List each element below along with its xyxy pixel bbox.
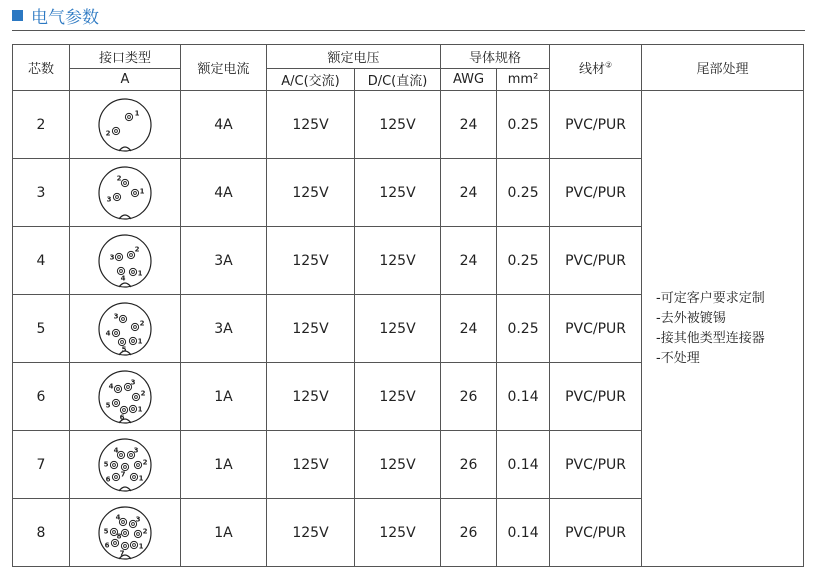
pin-inner-ring bbox=[124, 181, 127, 184]
cell-voltage-dc: 125V bbox=[355, 159, 441, 227]
connector-7-pin-icon bbox=[95, 435, 155, 495]
cell-rated-current: 1A bbox=[181, 363, 267, 431]
pin-outer-ring bbox=[134, 461, 141, 468]
header-divider bbox=[12, 30, 805, 31]
pin-outer-ring bbox=[112, 399, 119, 406]
pin-outer-ring bbox=[117, 451, 124, 458]
pin-number-label: 2 bbox=[134, 245, 140, 253]
cell-awg: 24 bbox=[441, 159, 497, 227]
cell-mm2: 0.14 bbox=[497, 363, 550, 431]
pin-outer-ring bbox=[134, 530, 141, 537]
cell-tail-options bbox=[642, 91, 804, 567]
pin-outer-ring bbox=[132, 393, 139, 400]
cell-rated-current: 1A bbox=[181, 431, 267, 499]
connector-pin bbox=[130, 541, 143, 550]
tail-option: -接其他类型连接器 bbox=[656, 330, 765, 346]
pin-number-label: 6 bbox=[105, 475, 111, 483]
cell-wire-material: PVC/PUR bbox=[550, 295, 642, 363]
pin-inner-ring bbox=[130, 453, 133, 456]
pin-number-label: 6 bbox=[119, 413, 125, 421]
col-rated-current: 额定电流 bbox=[181, 45, 267, 91]
pin-outer-ring bbox=[112, 329, 119, 336]
connector-pin bbox=[114, 446, 125, 458]
connector-pin bbox=[129, 337, 142, 345]
cell-rated-current: 4A bbox=[181, 91, 267, 159]
pin-number-label: 4 bbox=[113, 446, 119, 454]
pin-outer-ring bbox=[129, 405, 136, 412]
cell-rated-current: 4A bbox=[181, 159, 267, 227]
pin-number-label: 3 bbox=[113, 312, 119, 320]
wire-material-label: 线材 bbox=[578, 62, 605, 77]
connector-pin bbox=[117, 267, 125, 282]
cell-voltage-ac: 125V bbox=[267, 295, 355, 363]
connector-pin bbox=[129, 515, 140, 527]
pin-outer-ring bbox=[130, 541, 137, 548]
pin-outer-ring bbox=[127, 251, 134, 258]
pin-number-label: 2 bbox=[140, 389, 146, 397]
wire-note-mark: ② bbox=[604, 60, 613, 70]
cell-awg: 26 bbox=[441, 431, 497, 499]
pin-inner-ring bbox=[115, 475, 118, 478]
connector-5-pin-icon bbox=[95, 299, 155, 359]
col-conductor: 导体规格 bbox=[441, 45, 550, 69]
pin-inner-ring bbox=[133, 475, 136, 478]
pin-inner-ring bbox=[132, 522, 135, 525]
connector-2-pin-icon bbox=[95, 95, 155, 155]
connector-pin bbox=[107, 193, 121, 203]
pin-number-label: 2 bbox=[142, 458, 148, 466]
connector-pin bbox=[110, 253, 123, 261]
pin-inner-ring bbox=[132, 270, 135, 273]
pin-number-label: 7 bbox=[120, 470, 126, 478]
cell-cores: 2 bbox=[13, 91, 70, 159]
pin-inner-ring bbox=[134, 325, 137, 328]
cell-voltage-ac: 125V bbox=[267, 363, 355, 431]
pin-number-label: 3 bbox=[106, 195, 112, 203]
pin-number-label: 1 bbox=[137, 405, 143, 413]
col-mm2: mm² bbox=[497, 69, 550, 91]
pin-number-label: 5 bbox=[103, 460, 109, 468]
cell-wire-material: PVC/PUR bbox=[550, 431, 642, 499]
cell-cores: 7 bbox=[13, 431, 70, 499]
cell-connector-diagram bbox=[70, 159, 181, 227]
cell-voltage-dc: 125V bbox=[355, 91, 441, 159]
pin-inner-ring bbox=[124, 544, 127, 547]
cell-cores: 6 bbox=[13, 363, 70, 431]
electrical-spec-table bbox=[12, 44, 804, 567]
pin-inner-ring bbox=[137, 463, 140, 466]
col-rated-voltage: 额定电压 bbox=[267, 45, 441, 69]
pin-outer-ring bbox=[110, 461, 117, 468]
connector-pin bbox=[104, 527, 118, 535]
col-connector-sub: A bbox=[70, 69, 181, 91]
connector-pin bbox=[116, 513, 127, 525]
pin-inner-ring bbox=[116, 195, 119, 198]
cell-voltage-ac: 125V bbox=[267, 159, 355, 227]
connector-face bbox=[99, 99, 151, 151]
pin-inner-ring bbox=[121, 340, 124, 343]
connector-8-pin-icon bbox=[95, 503, 155, 563]
connector-pin bbox=[117, 174, 129, 186]
pin-number-label: 5 bbox=[103, 527, 109, 535]
cell-mm2: 0.14 bbox=[497, 431, 550, 499]
connector-pin bbox=[117, 529, 129, 540]
cell-awg: 24 bbox=[441, 227, 497, 295]
pin-inner-ring bbox=[132, 407, 135, 410]
pin-number-label: 5 bbox=[121, 345, 127, 353]
connector-pin bbox=[134, 458, 147, 468]
pin-inner-ring bbox=[115, 129, 118, 132]
pin-inner-ring bbox=[124, 465, 127, 468]
tail-option: -去外被镀锡 bbox=[656, 310, 726, 326]
cell-cores: 5 bbox=[13, 295, 70, 363]
connector-pin bbox=[106, 473, 120, 483]
cell-voltage-dc: 125V bbox=[355, 431, 441, 499]
cell-connector-diagram bbox=[70, 295, 181, 363]
connector-pin bbox=[106, 399, 120, 409]
pin-number-label: 1 bbox=[138, 542, 144, 550]
pin-outer-ring bbox=[130, 473, 137, 480]
tail-option: -可定客户要求定制 bbox=[656, 290, 765, 306]
col-wire-material bbox=[550, 45, 642, 91]
pin-inner-ring bbox=[132, 339, 135, 342]
cell-voltage-dc: 125V bbox=[355, 499, 441, 567]
pin-outer-ring bbox=[121, 179, 128, 186]
pin-number-label: 4 bbox=[115, 513, 121, 521]
pin-number-label: 2 bbox=[139, 319, 145, 327]
section-title: 电气参数 bbox=[31, 7, 99, 28]
col-awg: AWG bbox=[441, 69, 497, 91]
connector-pin bbox=[104, 460, 118, 468]
pin-inner-ring bbox=[113, 530, 116, 533]
connector-6-pin-icon bbox=[95, 367, 155, 427]
cell-awg: 24 bbox=[441, 295, 497, 363]
connector-pin bbox=[125, 109, 139, 120]
cell-voltage-dc: 125V bbox=[355, 227, 441, 295]
cell-voltage-ac: 125V bbox=[267, 227, 355, 295]
connector-pin bbox=[134, 527, 147, 537]
pin-outer-ring bbox=[125, 113, 132, 120]
pin-number-label: 7 bbox=[119, 549, 125, 557]
col-cores: 芯数 bbox=[13, 45, 70, 91]
connector-pin bbox=[105, 539, 119, 549]
cell-rated-current: 3A bbox=[181, 227, 267, 295]
cell-mm2: 0.25 bbox=[497, 295, 550, 363]
pin-number-label: 2 bbox=[116, 174, 122, 182]
connector-pin bbox=[106, 329, 120, 337]
cell-rated-current: 3A bbox=[181, 295, 267, 363]
cell-mm2: 0.25 bbox=[497, 159, 550, 227]
pin-number-label: 3 bbox=[130, 378, 136, 386]
cell-cores: 4 bbox=[13, 227, 70, 295]
pin-outer-ring bbox=[114, 385, 121, 392]
pin-number-label: 1 bbox=[139, 187, 145, 195]
pin-number-label: 3 bbox=[109, 253, 115, 261]
cell-voltage-dc: 125V bbox=[355, 363, 441, 431]
section-header bbox=[12, 4, 99, 26]
pin-number-label: 4 bbox=[105, 329, 111, 337]
col-tail-processing: 尾部处理 bbox=[642, 45, 804, 91]
pin-inner-ring bbox=[124, 531, 127, 534]
cell-cores: 3 bbox=[13, 159, 70, 227]
pin-number-label: 1 bbox=[138, 474, 144, 482]
pin-outer-ring bbox=[121, 529, 128, 536]
pin-number-label: 3 bbox=[135, 515, 141, 523]
pin-number-label: 4 bbox=[120, 274, 126, 282]
connector-pin bbox=[127, 446, 138, 458]
connector-pin bbox=[121, 463, 129, 478]
connector-pin bbox=[124, 378, 135, 390]
pin-number-label: 5 bbox=[105, 401, 111, 409]
pin-number-label: 1 bbox=[137, 269, 143, 277]
cell-wire-material: PVC/PUR bbox=[550, 363, 642, 431]
cell-mm2: 0.14 bbox=[497, 499, 550, 567]
pin-inner-ring bbox=[122, 520, 125, 523]
pin-outer-ring bbox=[131, 323, 138, 330]
pin-inner-ring bbox=[120, 453, 123, 456]
tail-option: -不处理 bbox=[656, 350, 700, 366]
connector-pin bbox=[109, 382, 122, 392]
cell-connector-diagram bbox=[70, 431, 181, 499]
cell-mm2: 0.25 bbox=[497, 91, 550, 159]
pin-number-label: 8 bbox=[116, 532, 122, 540]
pin-outer-ring bbox=[112, 473, 119, 480]
cell-awg: 24 bbox=[441, 91, 497, 159]
connector-pin bbox=[131, 319, 144, 330]
connector-pin bbox=[127, 245, 139, 258]
pin-outer-ring bbox=[113, 193, 120, 200]
pin-inner-ring bbox=[128, 115, 131, 118]
col-voltage-ac: A/C(交流) bbox=[267, 69, 355, 91]
pin-number-label: 3 bbox=[133, 446, 139, 454]
pin-number-label: 4 bbox=[108, 382, 114, 390]
cell-voltage-ac: 125V bbox=[267, 499, 355, 567]
pin-inner-ring bbox=[122, 317, 125, 320]
cell-voltage-ac: 125V bbox=[267, 91, 355, 159]
connector-pin bbox=[114, 312, 127, 322]
connector-4-pin-icon bbox=[95, 231, 155, 291]
pin-number-label: 1 bbox=[134, 109, 140, 117]
cell-voltage-ac: 125V bbox=[267, 431, 355, 499]
cell-rated-current: 1A bbox=[181, 499, 267, 567]
cell-wire-material: PVC/PUR bbox=[550, 227, 642, 295]
pin-inner-ring bbox=[135, 395, 138, 398]
connector-pin bbox=[118, 338, 126, 353]
connector-pin bbox=[129, 405, 142, 413]
pin-number-label: 1 bbox=[137, 337, 143, 345]
pin-inner-ring bbox=[115, 401, 118, 404]
col-connector-type: 接口类型 bbox=[70, 45, 181, 69]
connector-pin bbox=[130, 473, 143, 482]
pin-inner-ring bbox=[133, 543, 136, 546]
pin-number-label: 6 bbox=[104, 541, 110, 549]
pin-outer-ring bbox=[131, 189, 138, 196]
pin-outer-ring bbox=[119, 315, 126, 322]
connector-3-pin-icon bbox=[95, 163, 155, 223]
cell-awg: 26 bbox=[441, 363, 497, 431]
connector-pin bbox=[132, 389, 145, 400]
cell-connector-diagram bbox=[70, 363, 181, 431]
pin-inner-ring bbox=[113, 463, 116, 466]
cell-cores: 8 bbox=[13, 499, 70, 567]
cell-voltage-dc: 125V bbox=[355, 295, 441, 363]
connector-pin bbox=[106, 127, 120, 137]
pin-inner-ring bbox=[123, 408, 126, 411]
pin-inner-ring bbox=[134, 191, 137, 194]
cell-connector-diagram bbox=[70, 499, 181, 567]
pin-number-label: 2 bbox=[142, 527, 148, 535]
cell-awg: 26 bbox=[441, 499, 497, 567]
pin-inner-ring bbox=[117, 387, 120, 390]
spec-row bbox=[13, 91, 804, 159]
cell-connector-diagram bbox=[70, 91, 181, 159]
pin-outer-ring bbox=[129, 268, 136, 275]
connector-pin bbox=[129, 268, 142, 277]
pin-inner-ring bbox=[114, 541, 117, 544]
pin-outer-ring bbox=[129, 337, 136, 344]
cell-wire-material: PVC/PUR bbox=[550, 159, 642, 227]
section-marker-icon bbox=[12, 10, 23, 21]
pin-inner-ring bbox=[118, 255, 121, 258]
pin-inner-ring bbox=[137, 532, 140, 535]
pin-inner-ring bbox=[127, 385, 130, 388]
pin-outer-ring bbox=[112, 127, 119, 134]
pin-outer-ring bbox=[115, 253, 122, 260]
pin-inner-ring bbox=[115, 331, 118, 334]
cell-connector-diagram bbox=[70, 227, 181, 295]
cell-wire-material: PVC/PUR bbox=[550, 499, 642, 567]
pin-inner-ring bbox=[130, 253, 133, 256]
col-voltage-dc: D/C(直流) bbox=[355, 69, 441, 91]
cell-wire-material: PVC/PUR bbox=[550, 91, 642, 159]
header-row bbox=[13, 45, 804, 69]
pin-number-label: 2 bbox=[105, 129, 111, 137]
pin-outer-ring bbox=[119, 518, 126, 525]
pin-inner-ring bbox=[120, 269, 123, 272]
connector-pin bbox=[131, 187, 144, 196]
cell-mm2: 0.25 bbox=[497, 227, 550, 295]
